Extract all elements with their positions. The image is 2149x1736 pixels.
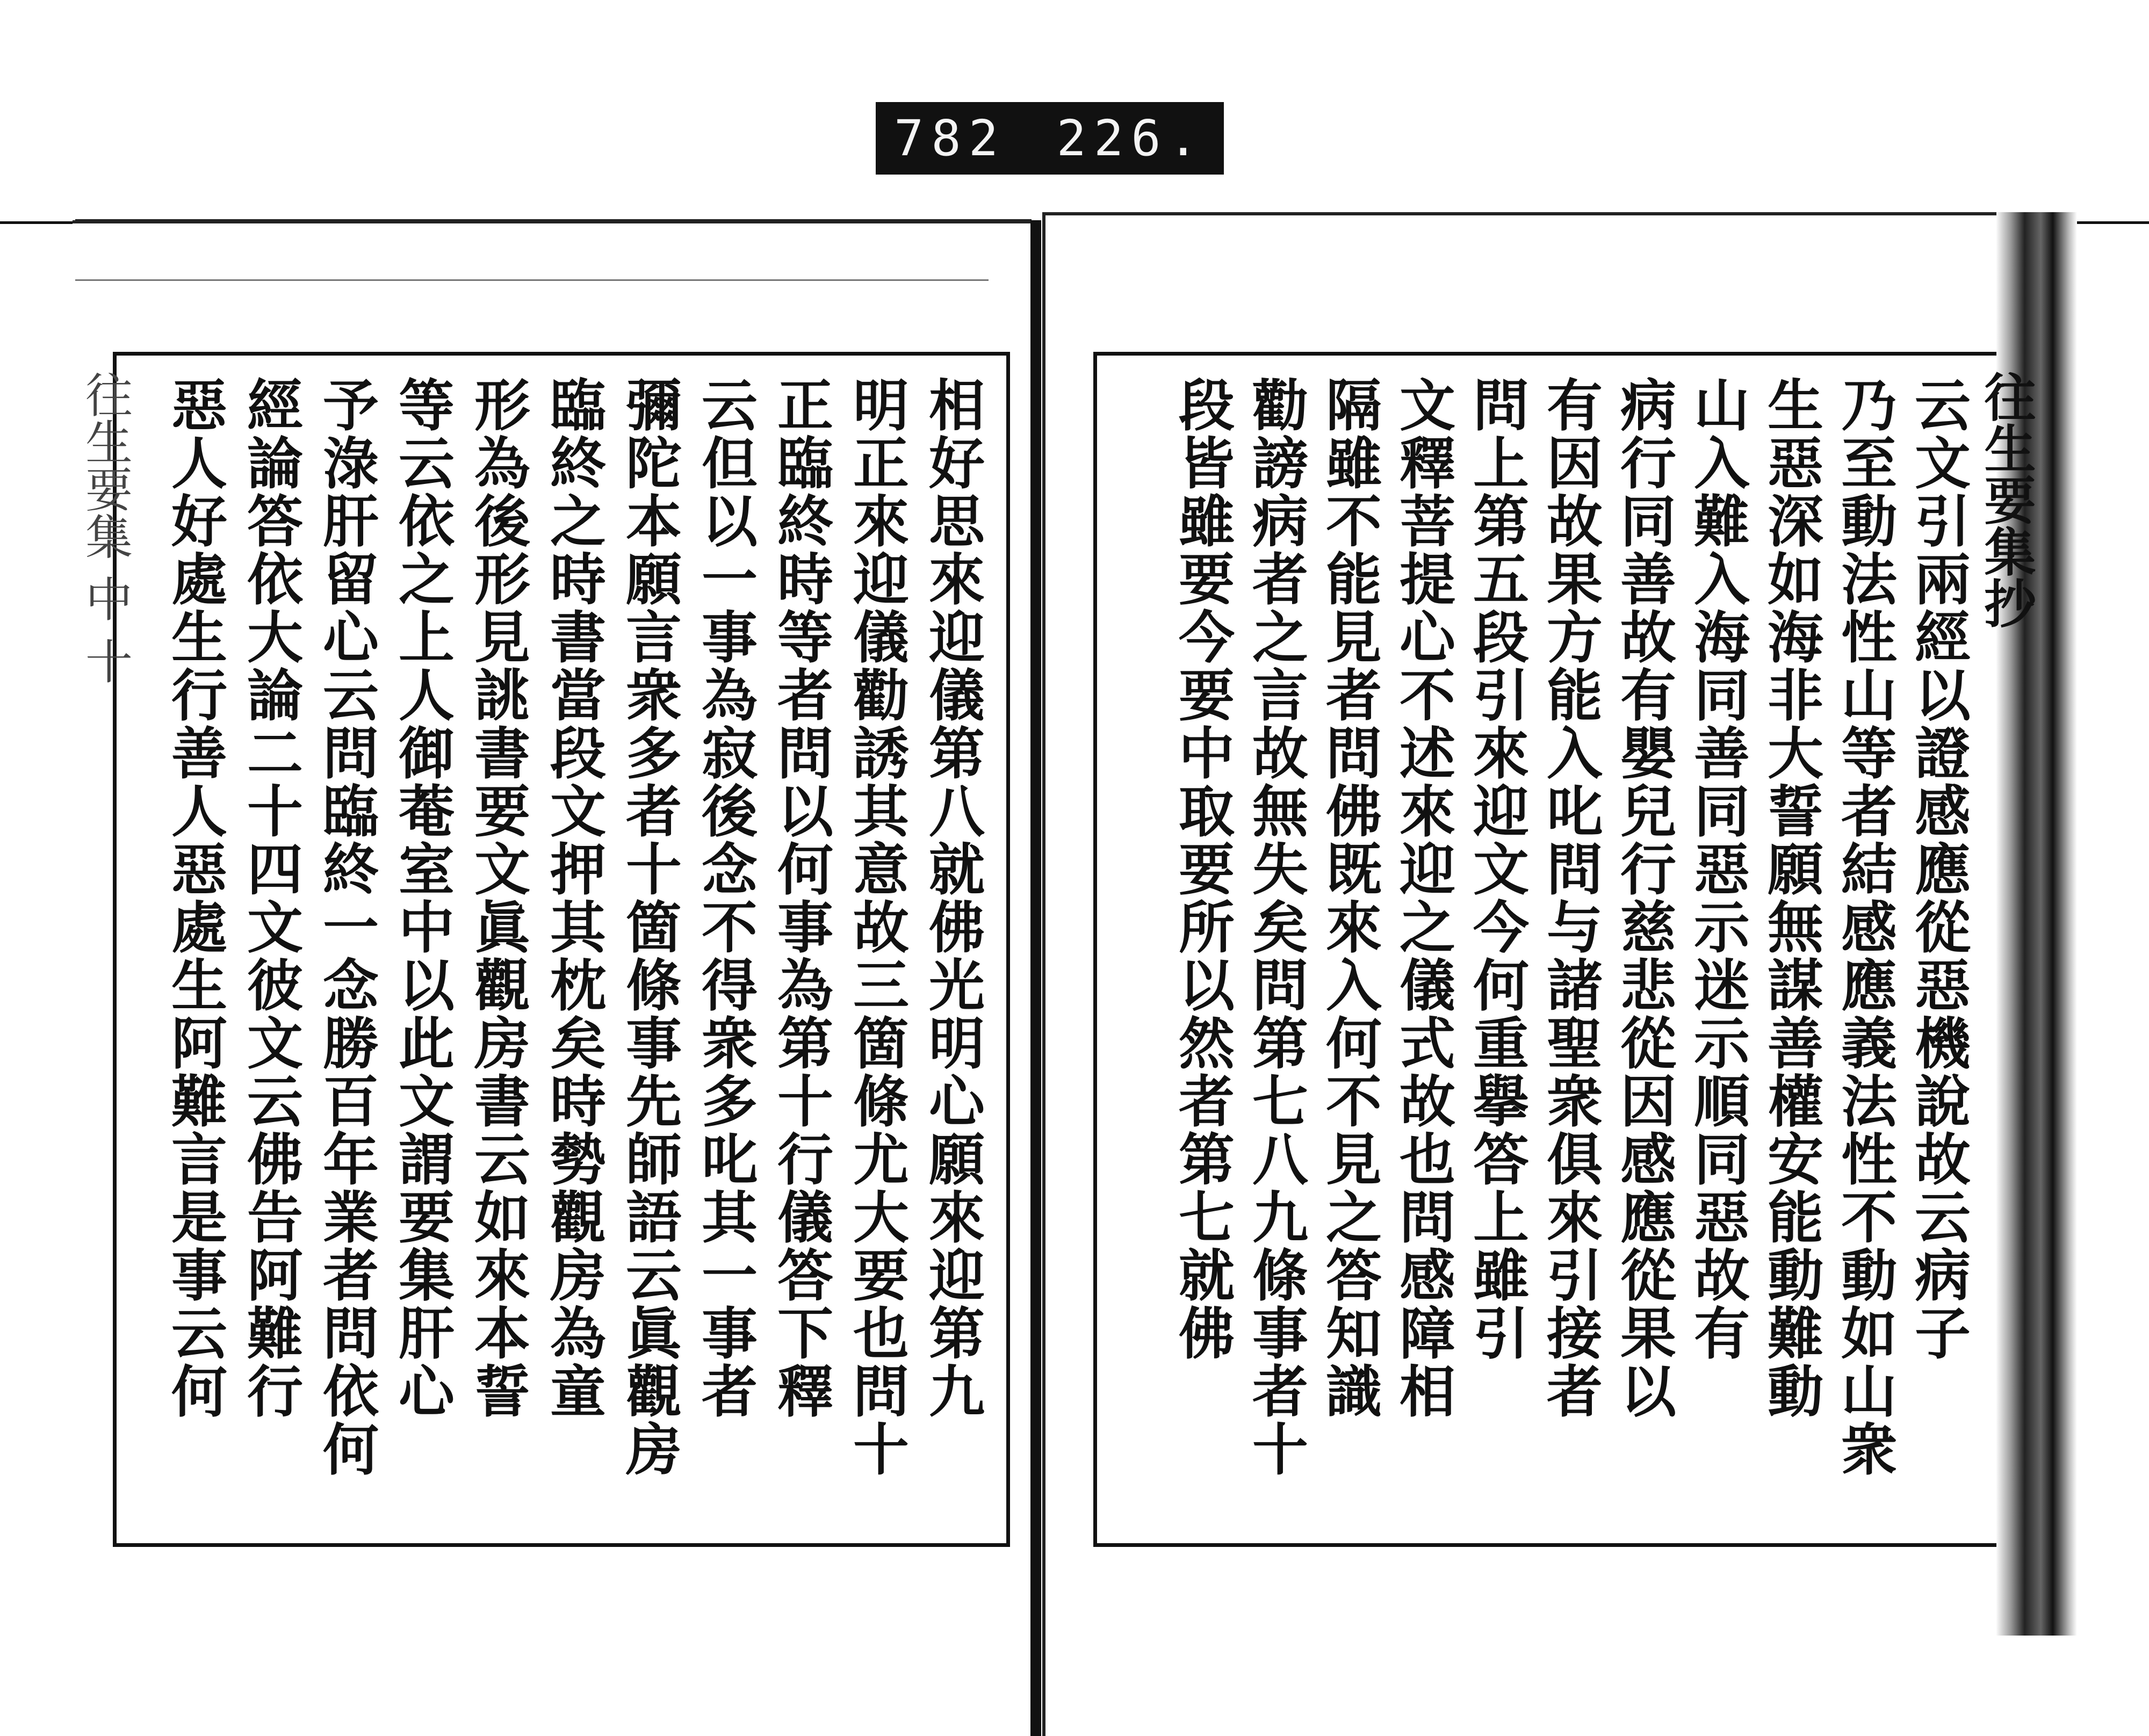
right-text-column: 云文引兩經以證感應從惡機說故云病子: [1905, 376, 1971, 1362]
left-running-head: 往生要集 中 十: [78, 371, 133, 684]
top-rule-right: [2068, 221, 2149, 224]
right-text-column: 乃至動法性山等者結感應義法性不動如山衆: [1831, 376, 1898, 1478]
left-page-inner-rule: [75, 279, 989, 281]
film-frame-stamp: [876, 102, 1224, 175]
left-text-column: 相好思來迎儀第八就佛光明心願來迎第九: [919, 376, 985, 1420]
left-text-column: 等云依之上人御菴室中以此文謂要集肝心: [389, 376, 455, 1420]
frame-number: 226.: [1056, 110, 1206, 167]
right-running-head: 往生要集抄: [1976, 371, 2037, 628]
left-text-column: 彌陀本願言衆多者十箇條事先師語云眞觀房: [616, 376, 682, 1478]
left-text-column: 云但以一事為寂後念不得衆多叱其一事者: [692, 376, 758, 1420]
left-page-top-edge: [75, 219, 1032, 223]
right-text-column: 生惡深如海非大誓願無謀善權安能動難動: [1758, 376, 1824, 1420]
right-text-column: 隔雖不能見者問佛既來入何不見之答知識: [1316, 376, 1382, 1420]
right-text-column: 有因故果方能入叱問与諸聖衆俱來引接者: [1537, 376, 1603, 1420]
book-gutter: [1030, 220, 1041, 1736]
right-text-column: 山入難入海同善同惡示迷示順同惡故有: [1684, 376, 1750, 1362]
right-text-column: 文釋菩提心不述來迎之儀式故也問感障相: [1390, 376, 1456, 1420]
left-text-column: 正臨終時等者問以何事為第十行儀答下釋: [768, 376, 834, 1420]
right-text-column: 問上第五段引來迎文今何重擧答上雖引: [1463, 376, 1530, 1362]
right-text-column: 病行同善故有嬰兒行慈悲從因感應從果以: [1611, 376, 1677, 1420]
top-rule-left: [0, 221, 75, 224]
reel-number: 782: [894, 110, 1006, 167]
left-text-column: 予淥肝留心云問臨終一念勝百年業者問依何: [313, 376, 379, 1478]
right-text-column: 勸謗病者之言故無失矣問第七八九條事者十: [1243, 376, 1309, 1478]
left-text-column: 明正來迎儀勸誘其意故三箇條尤大要也問十: [843, 376, 910, 1478]
left-text-column: 經論答依大論二十四文彼文云佛告阿難行: [237, 376, 304, 1420]
left-text-column: 臨終之時書當段文押其枕矣時勢觀房為童: [540, 376, 607, 1420]
right-text-column: 段皆雖要今要中取要所以然者第七就佛: [1169, 376, 1235, 1362]
left-text-column: 惡人好處生行善人惡處生阿難言是事云何: [162, 376, 228, 1420]
left-text-column: 形為後形見誂書要文眞觀房書云如來本誓: [465, 376, 531, 1420]
